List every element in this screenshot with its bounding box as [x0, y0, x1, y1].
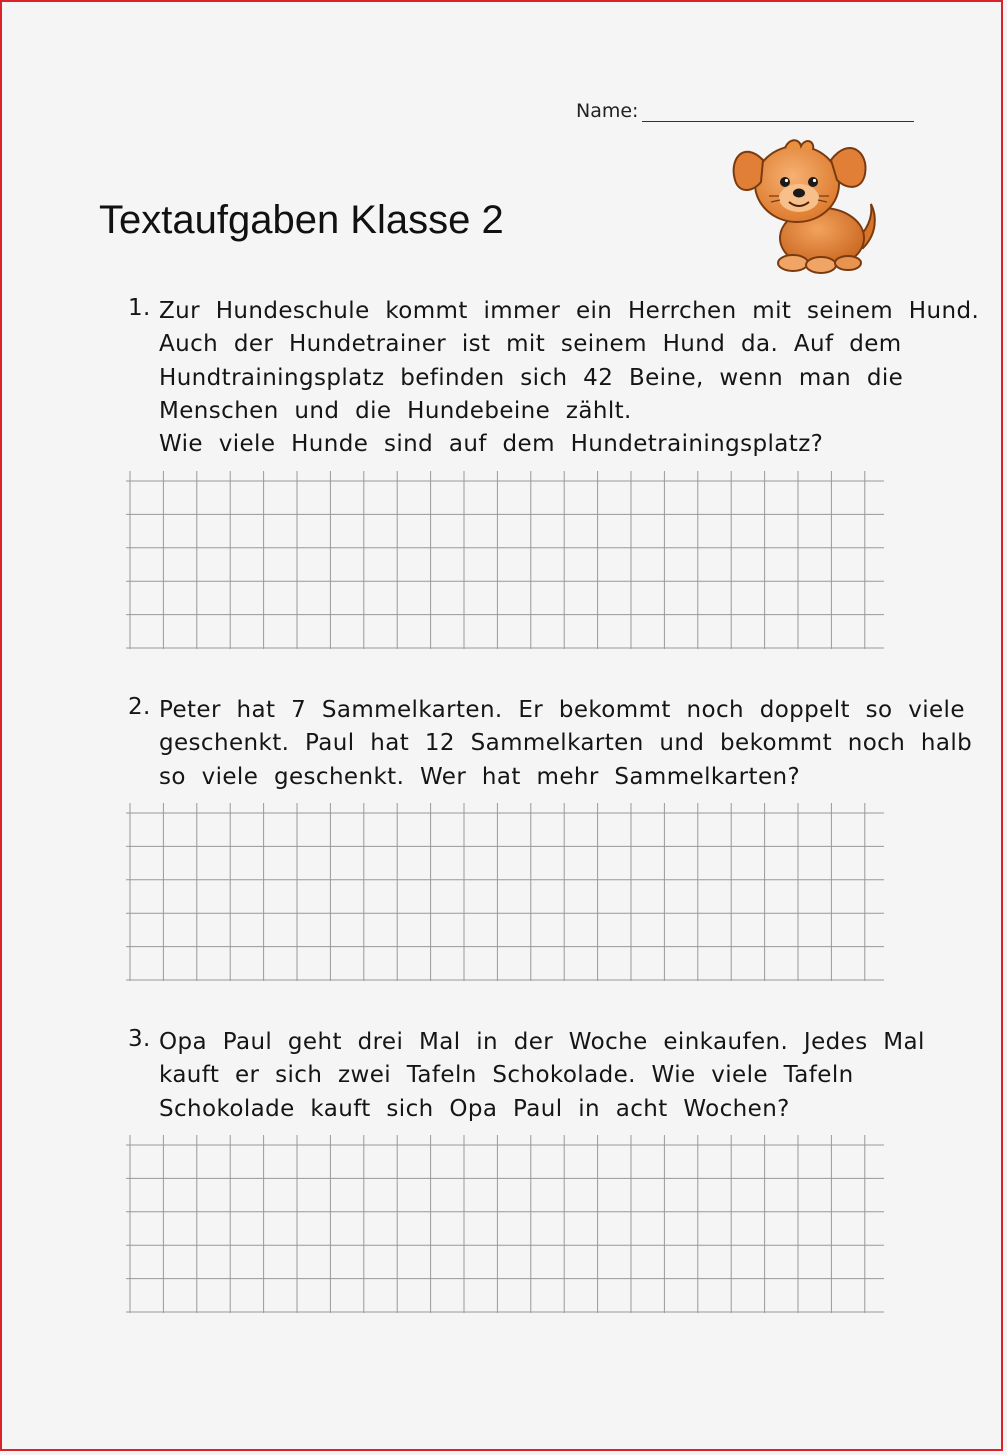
task-number: 3.	[128, 1026, 151, 1052]
grid-lines	[126, 803, 884, 981]
page-title: Textaufgaben Klasse 2	[99, 198, 504, 242]
task-number: 2.	[128, 694, 151, 720]
task-line: Auch der Hundetrainer ist mit seinem Hund da. Auf dem	[159, 331, 902, 358]
task-number: 1.	[128, 295, 151, 321]
task-line: Schokolade kauft sich Opa Paul in acht Wochen?	[159, 1095, 790, 1122]
grid-lines	[126, 1135, 884, 1313]
task-line: Menschen und die Hundebeine zählt.	[159, 397, 632, 424]
task-text	[159, 1026, 925, 1126]
grid-lines	[126, 471, 884, 649]
task-line: Wie viele Hunde sind auf dem Hundetrainingsplatz?	[159, 431, 824, 458]
task-line: geschenkt. Paul hat 12 Sammelkarten und bekommt noch halb	[159, 730, 973, 757]
answer-grid[interactable]	[126, 1135, 884, 1313]
answer-grid[interactable]	[126, 471, 884, 649]
task-text	[159, 694, 972, 794]
task-line: Zur Hundeschule kommt immer ein Herrchen mit seinem Hund.	[159, 298, 980, 324]
task-line: Peter hat 7 Sammelkarten. Er bekommt noch doppelt so viele	[159, 697, 965, 723]
puppy-icon	[727, 130, 882, 276]
task-line: Opa Paul geht drei Mal in der Woche einkaufen. Jedes Mal	[159, 1029, 925, 1055]
task-line: kauft er sich zwei Tafeln Schokolade. Wie viele Tafeln	[159, 1062, 854, 1089]
name-label: Name:	[576, 100, 639, 122]
task-text	[159, 295, 979, 461]
answer-grid[interactable]	[126, 803, 884, 981]
task-line: so viele geschenkt. Wer hat mehr Sammelkarten?	[159, 763, 801, 790]
name-write-line	[642, 121, 914, 122]
task-line: Hundtrainingsplatz befinden sich 42 Beine, wenn man die	[159, 364, 904, 391]
